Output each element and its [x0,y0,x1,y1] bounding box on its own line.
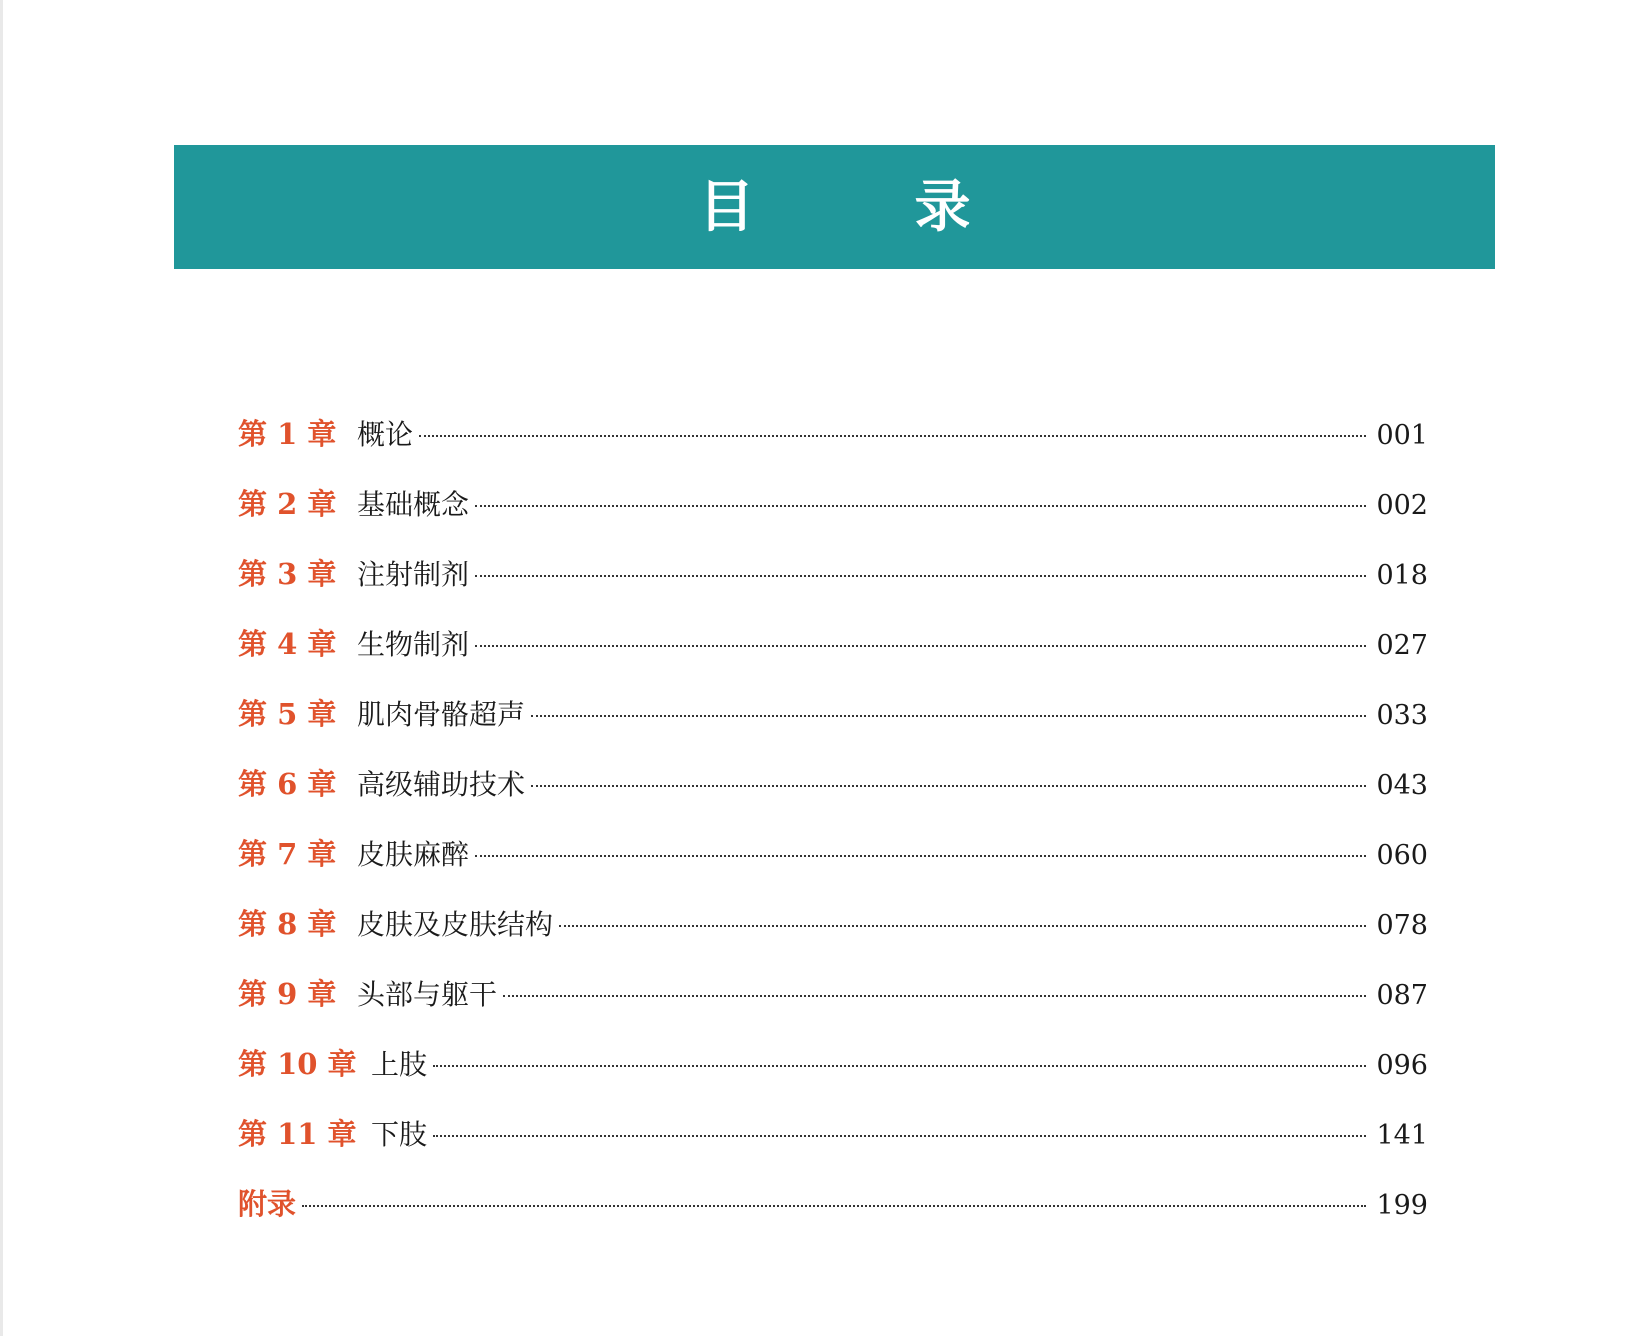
dot-leader [475,855,1366,857]
chapter-label: 第 10 章 [238,1047,357,1081]
chapter-title: 基础概念 [357,488,470,521]
page-number: 033 [1376,700,1428,731]
chapter-title: 概论 [357,418,414,451]
chapter-title: 皮肤麻醉 [357,838,470,871]
chapter-label: 第 6 章 [238,767,337,801]
chapter-label: 第 3 章 [238,557,337,591]
page-number: 141 [1376,1120,1428,1151]
dot-leader [475,575,1366,577]
dot-leader [433,1135,1366,1137]
dot-leader [531,715,1366,717]
toc-entry-chapter-8[interactable] [238,902,1428,972]
title-banner [174,145,1495,269]
dot-leader [475,505,1366,507]
toc-entry-chapter-6[interactable] [238,762,1428,832]
chapter-title: 肌肉骨骼超声 [357,698,526,731]
toc-entry-chapter-5[interactable] [238,692,1428,762]
page-number: 002 [1376,490,1428,521]
dot-leader [531,785,1366,787]
chapter-label: 第 8 章 [238,907,337,941]
page-number: 043 [1376,770,1428,801]
chapter-label: 第 4 章 [238,627,337,661]
chapter-title: 注射制剂 [357,558,470,591]
dot-leader [503,995,1366,997]
page-number: 001 [1376,420,1428,451]
toc-entry-chapter-1[interactable] [238,412,1428,482]
chapter-title: 高级辅助技术 [357,768,526,801]
page-title: 目 录 [698,174,1023,240]
page-number: 027 [1376,630,1428,661]
chapter-label: 第 5 章 [238,697,337,731]
table-of-contents [238,412,1428,1252]
page-number: 087 [1376,980,1428,1011]
chapter-label: 第 11 章 [238,1117,357,1151]
chapter-title: 生物制剂 [357,628,470,661]
chapter-label: 第 1 章 [238,417,337,451]
chapter-title: 下肢 [371,1118,428,1151]
chapter-label: 第 7 章 [238,837,337,871]
dot-leader [433,1065,1366,1067]
chapter-label: 附录 [238,1187,297,1221]
toc-entry-chapter-7[interactable] [238,832,1428,902]
dot-leader [559,925,1366,927]
page-number: 078 [1376,910,1428,941]
chapter-title: 头部与躯干 [357,978,498,1011]
page-edge [0,0,3,1336]
chapter-title: 上肢 [371,1048,428,1081]
toc-entry-chapter-3[interactable] [238,552,1428,622]
toc-entry-chapter-2[interactable] [238,482,1428,552]
page-number: 018 [1376,560,1428,591]
dot-leader [302,1205,1366,1207]
dot-leader [419,435,1366,437]
dot-leader [475,645,1366,647]
toc-entry-chapter-10[interactable] [238,1042,1428,1112]
page-number: 096 [1376,1050,1428,1081]
page-number: 060 [1376,840,1428,871]
toc-entry-chapter-11[interactable] [238,1112,1428,1182]
chapter-label: 第 9 章 [238,977,337,1011]
chapter-label: 第 2 章 [238,487,337,521]
page-number: 199 [1376,1190,1428,1221]
toc-entry-appendix[interactable] [238,1182,1428,1252]
chapter-title: 皮肤及皮肤结构 [357,908,554,941]
toc-entry-chapter-4[interactable] [238,622,1428,692]
toc-entry-chapter-9[interactable] [238,972,1428,1042]
